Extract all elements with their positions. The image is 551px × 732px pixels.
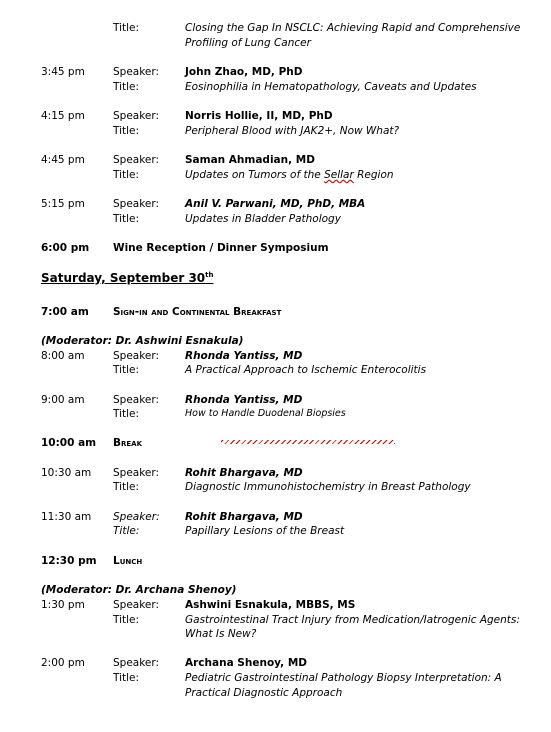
event-name: Lunch: [113, 555, 143, 567]
session-time: 4:15 pm: [41, 110, 85, 122]
session-time: 10:00 am: [41, 437, 97, 449]
session-time: 2:00 pm: [41, 657, 85, 669]
title-part: Updates on Tumors of the: [185, 169, 325, 181]
day-heading-suffix: th: [205, 271, 214, 279]
title-label: Title:: [113, 213, 140, 225]
spellcheck-squiggle: [221, 440, 395, 444]
session-title: Updates in Bladder Pathology: [185, 213, 341, 225]
title-label: Title:: [113, 125, 140, 137]
session-title: How to Handle Duodenal Biopsies: [185, 408, 346, 419]
title-label: Title:: [113, 81, 140, 93]
session-title: Gastrointestinal Tract Injury from Medication/Iatrogenic Agents:: [185, 614, 520, 626]
session-title-cont: Profiling of Lung Cancer: [185, 37, 311, 49]
title-label: Title:: [113, 481, 140, 493]
speaker-label: Speaker:: [113, 154, 160, 166]
session-time: 1:30 pm: [41, 599, 85, 611]
session-time: 4:45 pm: [41, 154, 85, 166]
speaker-name: Rhonda Yantiss, MD: [185, 394, 303, 406]
title-label: Title:: [113, 169, 140, 181]
title-label: Title:: [113, 364, 140, 376]
event-name: Sign-in and Continental Breakfast: [113, 306, 282, 318]
title-part: Region: [353, 169, 394, 181]
session-title: Diagnostic Immunohistochemistry in Breast Pathology: [185, 481, 471, 493]
day-heading-text: Saturday, September 30: [41, 271, 206, 285]
session-title-cont: Practical Diagnostic Approach: [185, 687, 343, 699]
title-label: Title:: [113, 672, 140, 684]
moderator-line: (Moderator: Dr. Archana Shenoy): [41, 584, 237, 596]
session-title: Peripheral Blood with JAK2+, Now What?: [185, 125, 400, 137]
session-time: 10:30 am: [41, 467, 92, 479]
speaker-label: Speaker:: [113, 198, 160, 210]
speaker-label: Speaker:: [113, 350, 160, 362]
speaker-name: John Zhao, MD, PhD: [185, 66, 303, 78]
speaker-name: Anil V. Parwani, MD, PhD, MBA: [185, 198, 366, 210]
speaker-name: Norris Hollie, II, MD, PhD: [185, 110, 333, 122]
session-time: 12:30 pm: [41, 555, 97, 567]
day-heading: [41, 271, 214, 285]
title-label: Title:: [113, 525, 140, 537]
session-title-cont: What Is New?: [185, 628, 257, 640]
title-label: Title:: [113, 408, 140, 420]
event-name: Break: [113, 437, 143, 449]
title-label: Title:: [113, 22, 140, 34]
speaker-name: Ashwini Esnakula, MBBS, MS: [185, 599, 356, 611]
speaker-label: Speaker:: [113, 467, 160, 479]
session-title: Papillary Lesions of the Breast: [185, 525, 345, 537]
speaker-name: Rohit Bhargava, MD: [185, 511, 303, 523]
speaker-label: Speaker:: [113, 599, 160, 611]
speaker-name: Saman Ahmadian, MD: [185, 154, 315, 166]
session-time: 6:00 pm: [41, 242, 90, 254]
session-time: 11:30 am: [41, 511, 92, 523]
session-time: 7:00 am: [41, 306, 89, 318]
speaker-label: Speaker:: [113, 66, 160, 78]
session-time: 5:15 pm: [41, 198, 85, 210]
session-title: Pediatric Gastrointestinal Pathology Biopsy Interpretation: A: [185, 672, 502, 684]
session-title: Closing the Gap In NSCLC: Achieving Rapid and Comprehensive: [185, 22, 521, 34]
event-name: Wine Reception / Dinner Symposium: [113, 242, 329, 254]
speaker-label: Speaker:: [113, 657, 160, 669]
speaker-name: Rohit Bhargava, MD: [185, 467, 303, 479]
speaker-name: Rhonda Yantiss, MD: [185, 350, 303, 362]
session-time: 8:00 am: [41, 350, 85, 362]
session-title: A Practical Approach to Ischemic Enterocolitis: [185, 364, 427, 376]
session-time: 3:45 pm: [41, 66, 85, 78]
title-label: Title:: [113, 614, 140, 626]
session-title: [185, 168, 394, 182]
speaker-label: Speaker:: [113, 394, 160, 406]
speaker-label: Speaker:: [113, 110, 160, 122]
spellcheck-word: Sellar: [324, 169, 354, 181]
speaker-label: Speaker:: [113, 511, 160, 523]
session-time: 9:00 am: [41, 394, 85, 406]
speaker-name: Archana Shenoy, MD: [185, 657, 307, 669]
moderator-line: (Moderator: Dr. Ashwini Esnakula): [41, 335, 244, 347]
session-title: Eosinophilia in Hematopathology, Caveats and Updates: [185, 81, 477, 93]
